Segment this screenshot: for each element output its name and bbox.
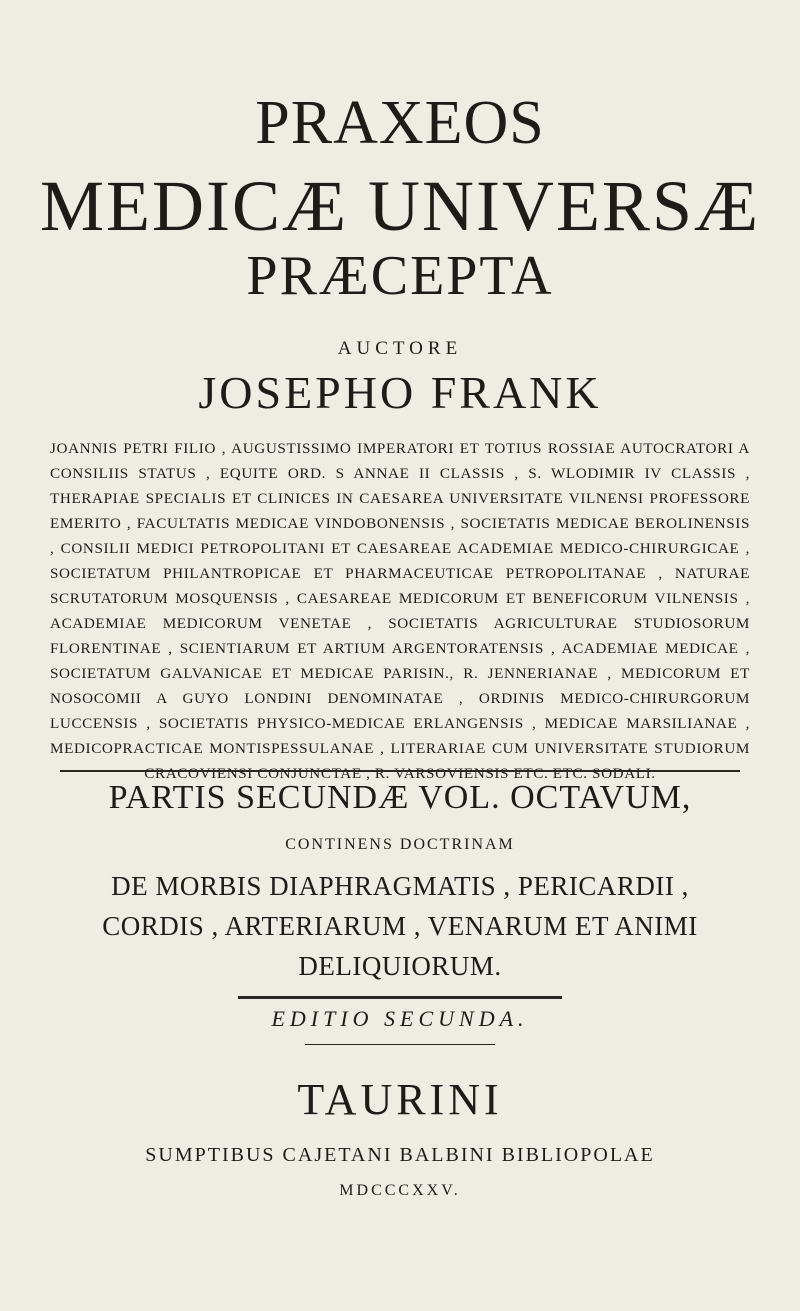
title-line-2: MEDICÆ UNIVERSÆ bbox=[39, 166, 761, 246]
imprint-publisher: SUMPTIBUS CAJETANI BALBINI BIBLIOPOLAE bbox=[145, 1144, 655, 1166]
author-name: JOSEPHO FRANK bbox=[198, 367, 602, 418]
title-line-1: PRAXEOS bbox=[255, 89, 545, 157]
author-credentials: JOANNIS PETRI FILIO , AUGUSTISSIMO IMPERATORI ET TOTIUS ROSSIAE AUTOCRATORI A CONSILIIS STATUS , EQUITE ORD. S ANNAE II CLASSIS , S. WLODIMIR IV CLASSIS , THERAPIAE SPECIALIS ET CLINICES IN CAESAREA UNIVERSITATE VILNENSI PROFESSORE EMERITO , FACULTATIS MEDICAE VINDOBONENSIS , SOCIETATIS MEDICAE BEROLINENSIS , CONSILII MEDICI PETROPOLITANI ET CAESAREAE ACADEMIAE MEDICO-CHIRURGICAE , SOCIETATUM PHILANTROPICAE ET PHARMACEUTICAE PETROPOLITANAE , NATURAE SCRUTATORUM MOSQUENSIS , CAESAREAE MEDICORUM ET BENEFICORUM VILNENSIS , ACADEMIAE MEDICORUM VENETAE , SOCIETATIS AGRICULTURAE STUDIOSORUM FLORENTINAE , SCIENTIARUM ET ARTIUM ARGENTORATENSIS , ACADEMIAE MEDICAE , SOCIETATUM GALVANICAE ET MEDICAE PARISIN., R. JENNERIANAE , MEDICORUM ET NOSOCOMII A GUYO LONDINI DENOMINATAE , ORDINIS MEDICO-CHIRURGORUM LUCCENSIS , SOCIETATIS PHYSICO-MEDICAE ERLANGENSIS , MEDICAE MARSILIANAE , MEDICOPRACTICAE MONTISPESSULANAE , LITERARIAE CUM UNIVERSITATE STUDIORUM CRACOVIENSI CONJUNCTAE , R. VARSOVIENSIS ETC. ETC. SODALI. bbox=[50, 440, 750, 782]
volume-subject: DE MORBIS DIAPHRAGMATIS , PERICARDII , CORDIS , ARTERIARUM , VENARUM ET ANIMI DELIQUIORUM. bbox=[102, 871, 698, 981]
imprint-year: MDCCCXXV. bbox=[339, 1182, 461, 1199]
continens-label: CONTINENS DOCTRINAM bbox=[285, 836, 515, 853]
auctore-label: AUCTORE bbox=[337, 338, 463, 359]
divider-rule-3 bbox=[305, 1044, 495, 1045]
imprint-city: TAURINI bbox=[297, 1075, 503, 1124]
divider-rule-2 bbox=[238, 996, 562, 999]
divider-rule-1 bbox=[60, 770, 740, 772]
edition-label: EDITIO SECUNDA. bbox=[271, 1006, 529, 1031]
title-line-3: PRÆCEPTA bbox=[246, 245, 554, 307]
volume-heading: PARTIS SECUNDÆ VOL. OCTAVUM, bbox=[108, 779, 692, 816]
